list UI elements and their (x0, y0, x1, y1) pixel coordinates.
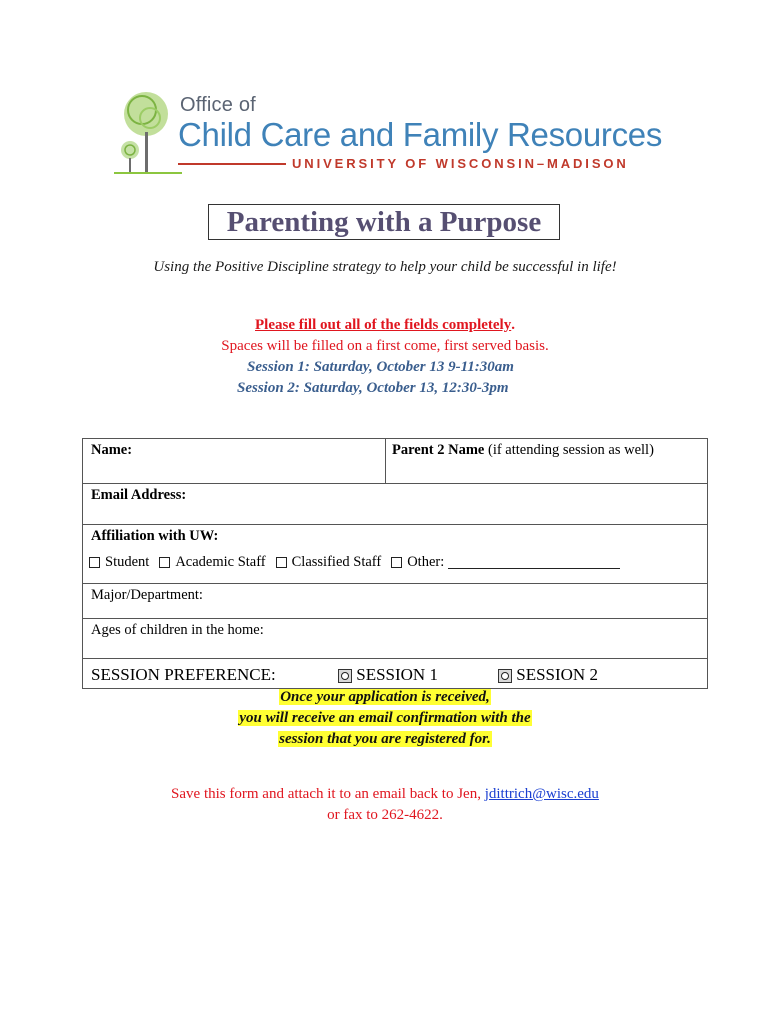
academic-staff-label: Academic Staff (175, 554, 266, 570)
option-classified-staff (276, 554, 382, 571)
student-checkbox[interactable] (89, 557, 100, 568)
title-box (208, 204, 560, 240)
session-2-radio[interactable] (498, 669, 512, 683)
parent2-name-field[interactable] (392, 442, 654, 459)
subtitle: Using the Positive Discipline strategy to help your child be successful in life! (153, 259, 617, 275)
office-logo (112, 88, 663, 183)
children-ages-field[interactable]: Ages of children in the home: (91, 622, 264, 638)
parent2-note: (if attending session as well) (484, 442, 654, 458)
page-title: Parenting with a Purpose (226, 205, 542, 238)
option-academic-staff (159, 554, 265, 571)
session-1-option[interactable] (338, 665, 438, 685)
parent2-label: Parent 2 Name (392, 442, 485, 458)
notice-text-1: Once your application is received, (280, 689, 490, 705)
logo-university-text: UNIVERSITY OF WISCONSIN–MADISON (292, 156, 629, 171)
major-department-field[interactable]: Major/Department: (91, 587, 203, 603)
affiliation-row (82, 525, 708, 584)
tree-logo-icon (112, 88, 182, 183)
session-preference-label: SESSION PREFERENCE: (91, 665, 276, 684)
registration-form (82, 438, 708, 689)
option-student (89, 554, 149, 571)
session-1-radio[interactable] (338, 669, 352, 683)
notice-text-3: session that you are registered for. (279, 731, 491, 747)
notice-line-3 (0, 731, 770, 748)
notice-line-1 (0, 689, 770, 706)
other-label: Other: (407, 554, 445, 570)
affiliation-options (89, 554, 630, 571)
other-checkbox[interactable] (391, 557, 402, 568)
fill-all-instruction (0, 317, 770, 334)
first-come-instruction: Spaces will be filled on a first come, first served basis. (221, 338, 549, 354)
footer-line-1 (0, 786, 770, 803)
other-input[interactable] (448, 556, 620, 569)
name-field[interactable]: Name: (91, 442, 133, 458)
email-field[interactable]: Email Address: (91, 487, 187, 503)
logo-rule (178, 163, 286, 165)
classified-staff-label: Classified Staff (291, 554, 382, 570)
logo-office-text: Office of (180, 94, 256, 116)
session-2-option[interactable] (498, 665, 598, 685)
affiliation-label: Affiliation with UW: (91, 528, 219, 544)
option-other (391, 554, 620, 571)
notice-text-2: you will receive an email confirmation with the (239, 710, 531, 726)
session-1-option-label: SESSION 1 (356, 665, 438, 684)
academic-staff-checkbox[interactable] (159, 557, 170, 568)
ages-row (82, 619, 708, 659)
session-2-info: Session 2: Saturday, October 13, 12:30-3pm (237, 380, 509, 396)
fill-all-period: . (511, 317, 515, 333)
session-preference-row (82, 659, 708, 689)
student-label: Student (105, 554, 150, 570)
major-row (82, 584, 708, 619)
session-1-info: Session 1: Saturday, October 13 9-11:30am (247, 359, 514, 375)
logo-main-text: Child Care and Family Resources (178, 116, 663, 153)
footer-line-2: or fax to 262-4622. (327, 807, 443, 823)
footer-prefix: Save this form and attach it to an email back to Jen, (171, 786, 485, 802)
fill-all-text: Please fill out all of the fields completely (255, 317, 512, 333)
email-row (82, 484, 708, 525)
session-2-option-label: SESSION 2 (516, 665, 598, 684)
classified-staff-checkbox[interactable] (276, 557, 287, 568)
name-row (82, 438, 708, 484)
contact-email-link[interactable]: jdittrich@wisc.edu (484, 786, 599, 802)
notice-line-2 (0, 710, 770, 727)
name-row-divider (385, 439, 386, 483)
